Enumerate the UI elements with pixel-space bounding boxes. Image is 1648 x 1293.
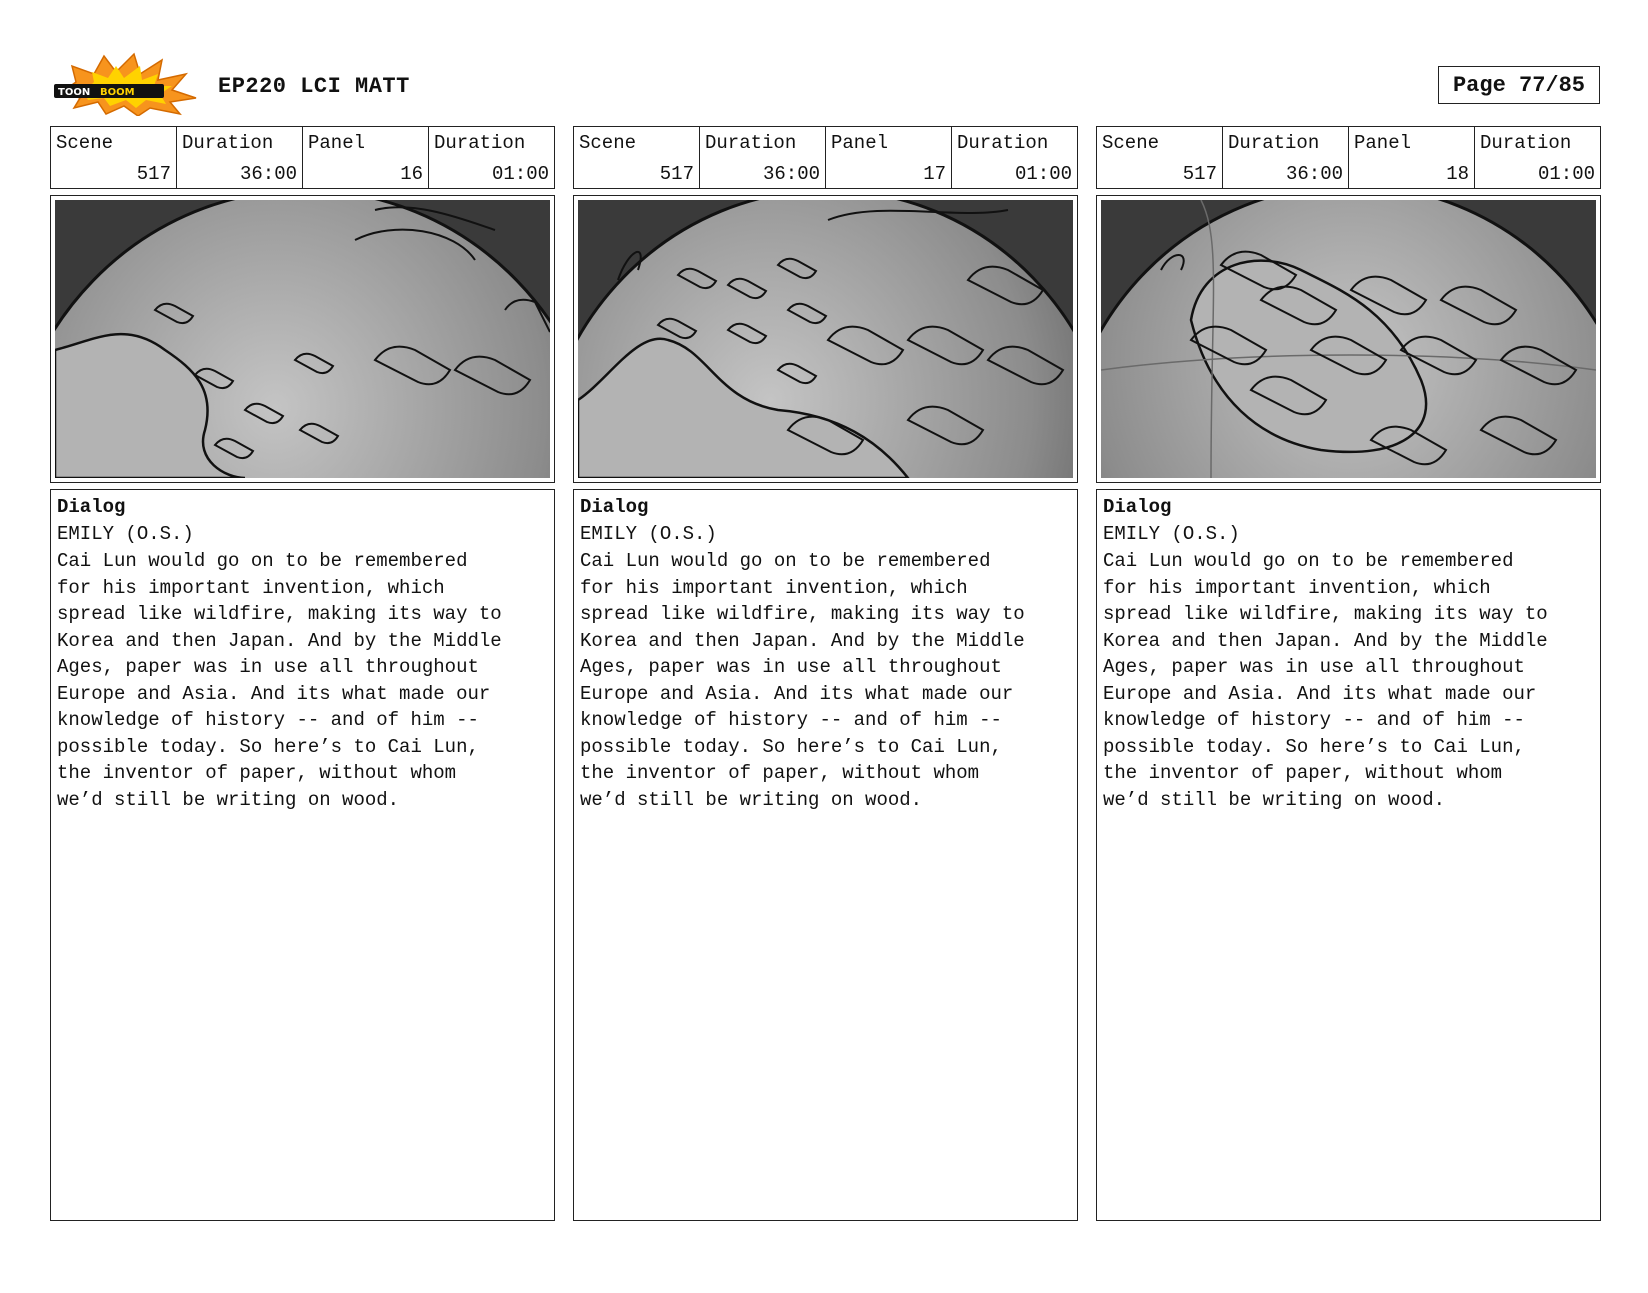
globe-sketch-image [578, 200, 1073, 478]
panel-duration-cell [1475, 127, 1600, 188]
panel-cell [1349, 127, 1475, 188]
globe-sketch-image [1101, 200, 1596, 478]
panel-info-table [573, 126, 1078, 189]
storyboard-frame [573, 195, 1078, 483]
panel-number: 17 [923, 163, 946, 185]
dialog-text: Cai Lun would go on to be remembered for his important invention, which spread like wildfire, making its way to Korea and then Japan. And by the Middle Ages, paper was in use all throughout Europe and Asia. And its what made our knowledge of history -- and of him -- possible today. So here’s to Cai Lun, the inventor of paper, without whom we’d still be writing on wood. [580, 550, 1025, 811]
duration-label: Duration [1228, 132, 1320, 154]
dialog-heading: Dialog [580, 496, 649, 518]
storyboard-frame [50, 195, 555, 483]
dialog-speaker: EMILY (O.S.) [1103, 523, 1240, 545]
scene-label: Scene [1102, 132, 1160, 154]
scene-number: 517 [1182, 163, 1217, 185]
dialog-heading: Dialog [1103, 496, 1172, 518]
panel-label: Panel [831, 132, 889, 154]
duration-label: Duration [957, 132, 1049, 154]
panel-label: Panel [1354, 132, 1412, 154]
storyboard-panel-column [50, 126, 555, 1221]
scene-duration-cell [700, 127, 826, 188]
dialog-heading: Dialog [57, 496, 126, 518]
scene-cell [51, 127, 177, 188]
scene-cell [574, 127, 700, 188]
panel-duration: 01:00 [1014, 163, 1072, 185]
svg-text:TOON: TOON [58, 87, 91, 98]
scene-duration: 36:00 [239, 163, 297, 185]
panel-duration: 01:00 [491, 163, 549, 185]
panel-duration-cell [952, 127, 1077, 188]
scene-number: 517 [136, 163, 171, 185]
dialog-text: Cai Lun would go on to be remembered for his important invention, which spread like wildfire, making its way to Korea and then Japan. And by the Middle Ages, paper was in use all throughout Europe and Asia. And its what made our knowledge of history -- and of him -- possible today. So here’s to Cai Lun, the inventor of paper, without whom we’d still be writing on wood. [57, 550, 502, 811]
dialog-box [1096, 489, 1601, 1221]
storyboard-panel-column [573, 126, 1078, 1221]
scene-number: 517 [659, 163, 694, 185]
dialog-box [573, 489, 1078, 1221]
panel-duration-cell [429, 127, 554, 188]
dialog-speaker: EMILY (O.S.) [57, 523, 194, 545]
storyboard-panel-column [1096, 126, 1601, 1221]
document-title: EP220 LCI MATT [218, 74, 410, 99]
scene-label: Scene [56, 132, 114, 154]
scene-duration: 36:00 [1285, 163, 1343, 185]
panel-info-table [50, 126, 555, 189]
globe-sketch-image [55, 200, 550, 478]
duration-label: Duration [705, 132, 797, 154]
panel-number: 18 [1446, 163, 1469, 185]
scene-duration-cell [1223, 127, 1349, 188]
dialog-text: Cai Lun would go on to be remembered for his important invention, which spread like wildfire, making its way to Korea and then Japan. And by the Middle Ages, paper was in use all throughout Europe and Asia. And its what made our knowledge of history -- and of him -- possible today. So here’s to Cai Lun, the inventor of paper, without whom we’d still be writing on wood. [1103, 550, 1548, 811]
dialog-box [50, 489, 555, 1221]
duration-label: Duration [1480, 132, 1572, 154]
panel-cell [826, 127, 952, 188]
dialog-speaker: EMILY (O.S.) [580, 523, 717, 545]
scene-duration: 36:00 [762, 163, 820, 185]
storyboard-frame [1096, 195, 1601, 483]
scene-cell [1097, 127, 1223, 188]
svg-text:BOOM: BOOM [100, 87, 135, 98]
scene-label: Scene [579, 132, 637, 154]
panel-cell [303, 127, 429, 188]
panel-info-table [1096, 126, 1601, 189]
panel-number: 16 [400, 163, 423, 185]
duration-label: Duration [434, 132, 526, 154]
scene-duration-cell [177, 127, 303, 188]
duration-label: Duration [182, 132, 274, 154]
panel-duration: 01:00 [1537, 163, 1595, 185]
panel-label: Panel [308, 132, 366, 154]
page-indicator: Page 77/85 [1438, 66, 1600, 104]
toon-boom-logo [54, 52, 199, 116]
